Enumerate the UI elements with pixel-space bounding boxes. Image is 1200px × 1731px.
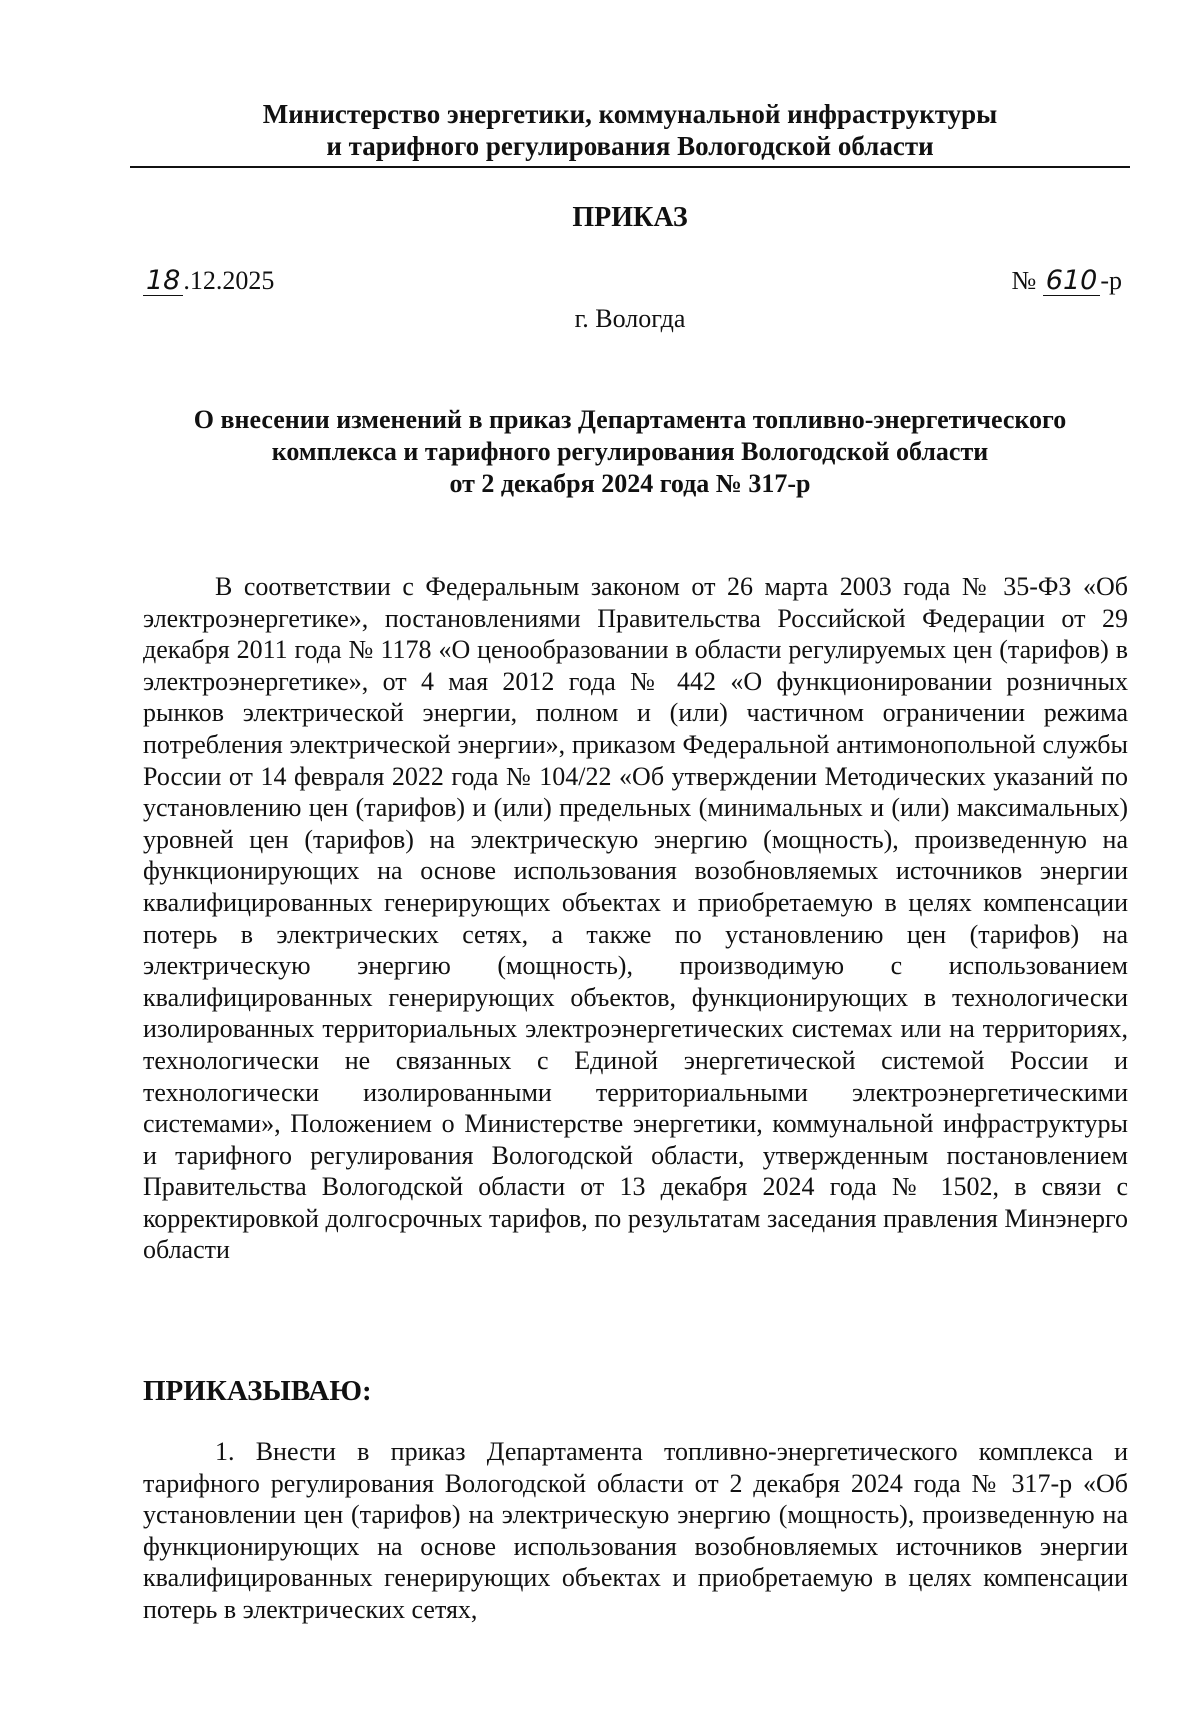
- doc-type-title: ПРИКАЗ: [572, 202, 688, 233]
- title-line-1: О внесении изменений в приказ Департамента топливно-энергетического: [193, 405, 1067, 434]
- item-1-paragraph: 1. Внести в приказ Департамента топливно-энергетического комплекса и тарифного регулирования Вологодской области от 2 декабря 2024 года № 317-р «Об установлении цен (тарифов) на электрическую энергию (мощность), произведенную на функционирующих на основе использования возобновляемых источников энергии квалифицированных генерирующих объектах и приобретаемую в целях компенсации потерь в электрических сетях,: [143, 1437, 1128, 1624]
- ministry-header: [130, 98, 1130, 162]
- ministry-line-1: Министерство энергетики, коммунальной инфраструктуры: [262, 99, 998, 129]
- preamble-paragraph: В соответствии с Федеральным законом от 26 марта 2003 года № 35-ФЗ «Об электроэнергетике», постановлениями Правительства Российской Федерации от 29 декабря 2011 года № 1178 «О ценообразовании в области регулируемых цен (тарифов) в электроэнергетике», от 4 мая 2012 года № 442 «О функционировании розничных рынков электрической энергии, полном и (или) частичном ограничении режима потребления электрической энергии», приказом Федеральной антимонопольной службы России от 14 февраля 2022 года № 104/22 «Об утверждении Методических указаний по установлению цен (тарифов) и (или) предельных (минимальных и (или) максимальных) уровней цен (тарифов) на электрическую энергию (мощность), произведенную на функционирующих на основе использования возобновляемых источников энергии квалифицированных генерирующих объектах и приобретаемую в целях компенсации потерь в электрических сетях, а также по установлению цен (тарифов) на электрическую энергию (мощность), производимую с использованием квалифицированных генерирующих объектов, функционирующих в технологически изолированных территориальных электроэнергетических системах или на территориях, технологически не связанных с Единой энергетической системой России и технологически изолированными территориальными электроэнергетическими системами», Положением о Министерстве энергетики, коммунальной инфраструктуры и тарифного регулирования Вологодской области, утвержденным постановлением Правительства Вологодской области от 13 декабря 2024 года № 1502, в связи с корректировкой долгосрочных тарифов, по результатам заседания правления Минэнерго области: [143, 572, 1128, 1265]
- number-sign: №: [1011, 266, 1037, 295]
- city: г. Вологда: [574, 304, 686, 333]
- date-day-handwritten: 18: [143, 267, 183, 296]
- order-number: [1011, 266, 1122, 296]
- title-line-3: от 2 декабря 2024 года № 317-р: [449, 469, 811, 498]
- order-directive: ПРИКАЗЫВАЮ:: [143, 1375, 372, 1407]
- number-suffix: -р: [1100, 266, 1122, 295]
- order-date: [143, 266, 274, 296]
- number-handwritten: 610: [1043, 267, 1101, 296]
- ministry-line-2: и тарифного регулирования Вологодской области: [326, 131, 934, 161]
- title-line-2: комплекса и тарифного регулирования Вологодской области: [271, 437, 989, 466]
- document-title: [130, 404, 1130, 500]
- header-divider: [130, 166, 1130, 168]
- date-month-year: .12.2025: [183, 266, 275, 295]
